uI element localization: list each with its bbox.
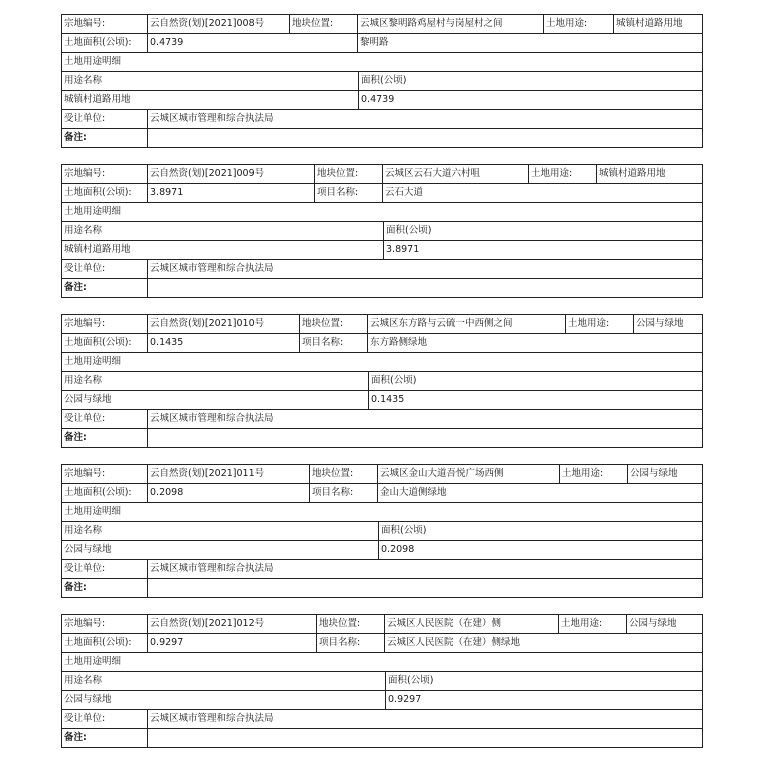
parcel-no-label: 宗地编号: (64, 318, 106, 329)
project-name-value: 云城区人民医院（在建）侧绿地 (384, 634, 702, 652)
use-detail-header-row (62, 672, 702, 691)
location-label: 地块位置: (299, 315, 367, 333)
use-name-header: 用途名称 (64, 75, 103, 86)
transferee-value: 云城区城市管理和综合执法局 (147, 260, 702, 278)
project-name-value: 东方路侧绿地 (367, 334, 702, 352)
use-detail-heading-row (62, 203, 702, 222)
project-name-label: 项目名称: (299, 334, 367, 352)
parcel-table (61, 614, 703, 748)
remarks-row (62, 429, 702, 447)
parcel-no-value: 云自然资(划)[2021]008号 (147, 15, 289, 33)
parcel-no-label: 宗地编号: (64, 468, 106, 479)
parcel-area-row (62, 184, 702, 203)
use-detail-heading-row (62, 653, 702, 672)
use-detail-heading-row (62, 53, 702, 72)
detail-area-value: 0.1435 (368, 391, 702, 409)
land-use-label: 土地用途: (565, 315, 633, 333)
remarks-label: 备注: (64, 132, 87, 143)
use-detail-value-row (62, 691, 702, 710)
detail-use-value: 城镇村道路用地 (64, 244, 131, 255)
use-detail-header-row (62, 72, 702, 91)
remarks-row (62, 129, 702, 147)
location-label: 地块位置: (309, 465, 377, 483)
land-area-label: 土地面积(公顷): (64, 337, 132, 348)
land-use-value: 公园与绿地 (633, 315, 702, 333)
land-area-value: 0.4739 (147, 34, 357, 52)
project-name-value: 云石大道 (382, 184, 702, 202)
land-use-value: 城镇村道路用地 (613, 15, 702, 33)
use-detail-heading-row (62, 503, 702, 522)
land-area-value: 0.9297 (147, 634, 316, 652)
transferee-row (62, 560, 702, 579)
parcel-area-row (62, 484, 702, 503)
remarks-label: 备注: (64, 282, 87, 293)
use-name-header: 用途名称 (64, 675, 103, 686)
parcel-no-label: 宗地编号: (64, 18, 106, 29)
location-label: 地块位置: (289, 15, 357, 33)
parcel-no-value: 云自然资(划)[2021]009号 (147, 165, 314, 183)
land-area-value: 3.8971 (147, 184, 314, 202)
remarks-row (62, 729, 702, 747)
transferee-row (62, 110, 702, 129)
transferee-label: 受让单位: (64, 413, 106, 424)
detail-area-value: 0.4739 (358, 91, 702, 109)
parcel-header-row (62, 315, 702, 334)
parcel-no-value: 云自然资(划)[2021]010号 (147, 315, 299, 333)
remarks-value (147, 129, 702, 147)
location-value: 云城区东方路与云硫一中西侧之间 (367, 315, 565, 333)
remarks-row (62, 579, 702, 597)
parcel-no-label: 宗地编号: (64, 618, 106, 629)
land-use-value: 公园与绿地 (626, 615, 702, 633)
transferee-value: 云城区城市管理和综合执法局 (147, 410, 702, 428)
land-area-label: 土地面积(公顷): (64, 37, 132, 48)
land-area-label: 土地面积(公顷): (64, 637, 132, 648)
use-detail-value-row (62, 391, 702, 410)
detail-area-value: 0.2098 (378, 541, 702, 559)
transferee-label: 受让单位: (64, 563, 106, 574)
location-value: 云城区人民医院（在建）侧 (384, 615, 558, 633)
location-value: 云城区云石大道六村咀 (382, 165, 528, 183)
transferee-row (62, 260, 702, 279)
use-detail-value-row (62, 541, 702, 560)
land-area-value: 0.2098 (147, 484, 309, 502)
land-use-value: 公园与绿地 (627, 465, 702, 483)
use-name-header: 用途名称 (64, 225, 103, 236)
use-detail-heading: 土地用途明细 (64, 356, 122, 367)
project-name-value: 黎明路 (357, 34, 702, 52)
parcel-area-row (62, 634, 702, 653)
transferee-value: 云城区城市管理和综合执法局 (147, 110, 702, 128)
use-detail-heading-row (62, 353, 702, 372)
detail-use-value: 城镇村道路用地 (64, 94, 131, 105)
detail-area-value: 0.9297 (385, 691, 702, 709)
use-detail-heading: 土地用途明细 (64, 56, 122, 67)
project-name-value: 金山大道侧绿地 (377, 484, 702, 502)
transferee-row (62, 710, 702, 729)
use-name-header: 用途名称 (64, 525, 103, 536)
transferee-label: 受让单位: (64, 113, 106, 124)
area-header: 面积(公顷) (385, 672, 702, 690)
location-value: 云城区金山大道吾悦广场西侧 (377, 465, 559, 483)
remarks-value (147, 279, 702, 297)
use-detail-header-row (62, 522, 702, 541)
parcel-no-value: 云自然资(划)[2021]012号 (147, 615, 316, 633)
parcel-no-label: 宗地编号: (64, 168, 106, 179)
transferee-row (62, 410, 702, 429)
land-area-value: 0.1435 (147, 334, 299, 352)
land-use-label: 土地用途: (543, 15, 613, 33)
remarks-label: 备注: (64, 732, 87, 743)
area-header: 面积(公顷) (378, 522, 702, 540)
detail-use-value: 公园与绿地 (64, 394, 112, 405)
parcel-header-row (62, 165, 702, 184)
parcel-table (61, 164, 703, 298)
parcel-header-row (62, 615, 702, 634)
project-name-label: 项目名称: (309, 484, 377, 502)
location-value: 云城区黎明路鸡屋村与岗屋村之间 (357, 15, 543, 33)
area-header: 面积(公顷) (368, 372, 702, 390)
use-detail-heading: 土地用途明细 (64, 206, 122, 217)
location-label: 地块位置: (314, 165, 382, 183)
remarks-label: 备注: (64, 432, 87, 443)
transferee-value: 云城区城市管理和综合执法局 (147, 710, 702, 728)
use-detail-value-row (62, 241, 702, 260)
land-use-value: 城镇村道路用地 (596, 165, 702, 183)
area-header: 面积(公顷) (383, 222, 702, 240)
use-name-header: 用途名称 (64, 375, 103, 386)
land-use-label: 土地用途: (558, 615, 626, 633)
use-detail-header-row (62, 222, 702, 241)
transferee-label: 受让单位: (64, 263, 106, 274)
transferee-label: 受让单位: (64, 713, 106, 724)
parcel-area-row (62, 334, 702, 353)
remarks-value (147, 729, 702, 747)
detail-use-value: 公园与绿地 (64, 544, 112, 555)
remarks-label: 备注: (64, 582, 87, 593)
parcel-header-row (62, 465, 702, 484)
parcel-table (61, 464, 703, 598)
detail-use-value: 公园与绿地 (64, 694, 112, 705)
remarks-value (147, 429, 702, 447)
detail-area-value: 3.8971 (383, 241, 702, 259)
parcel-table (61, 314, 703, 448)
use-detail-heading: 土地用途明细 (64, 506, 122, 517)
parcel-area-row (62, 34, 702, 53)
land-area-label: 土地面积(公顷): (64, 487, 132, 498)
land-area-label: 土地面积(公顷): (64, 187, 132, 198)
remarks-value (147, 579, 702, 597)
use-detail-header-row (62, 372, 702, 391)
land-use-label: 土地用途: (559, 465, 627, 483)
project-name-label: 项目名称: (314, 184, 382, 202)
land-use-label: 土地用途: (528, 165, 596, 183)
area-header: 面积(公顷) (358, 72, 702, 90)
parcel-header-row (62, 15, 702, 34)
project-name-label: 项目名称: (316, 634, 384, 652)
parcel-no-value: 云自然资(划)[2021]011号 (147, 465, 309, 483)
parcel-table (61, 14, 703, 148)
remarks-row (62, 279, 702, 297)
location-label: 地块位置: (316, 615, 384, 633)
transferee-value: 云城区城市管理和综合执法局 (147, 560, 702, 578)
use-detail-heading: 土地用途明细 (64, 656, 122, 667)
use-detail-value-row (62, 91, 702, 110)
